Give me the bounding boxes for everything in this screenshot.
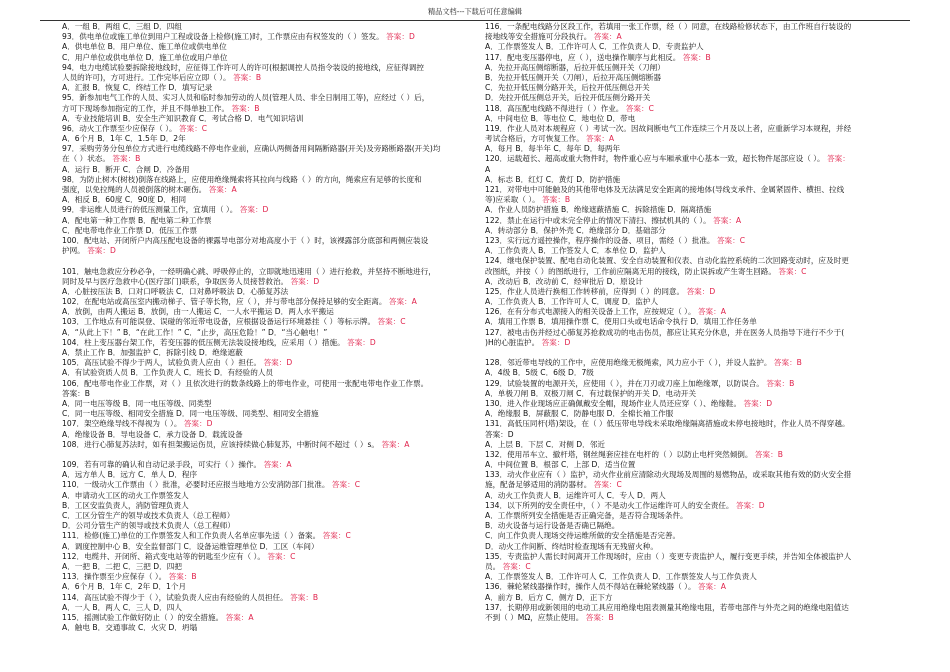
question-line	[62, 470, 498, 480]
line-text: 129．试验装置的电源开关，应使用（ ），并在刀刃或刀座上加绝缘罩，以防误合。	[485, 378, 764, 388]
line-text: 122．禁止在运行中或未完全停止的情况下清扫、擦拭机具的（ ）。	[485, 215, 711, 225]
line-text: 124．继电保护装置、配电自动化装置、安全自动装置和仪表、自动化监控系统的二次回路变动时，应及时更	[485, 256, 849, 266]
line-text: D．先拉开低压侧总开关，后拉开低压侧分路开关	[485, 93, 651, 103]
page-header: 精品文档---下载后可任意编辑	[427, 7, 523, 16]
answer-label: 答案：B	[585, 612, 614, 622]
question-line	[62, 409, 498, 419]
line-text: 107．架空绝缘导线不得视为（ ）。	[62, 419, 182, 429]
line-text: A．有试验资质人员 B．工作负责人 C．班长 D．有经验的人员	[62, 368, 274, 378]
question-line	[62, 104, 498, 114]
line-text: A．工作票所列安全措施是否正确完备，是否符合现场条件。	[485, 511, 688, 521]
answer-label: 答案：A	[697, 582, 726, 592]
line-text: 118．高压配电线路不得进行（ ）作业。	[485, 103, 624, 113]
answer-label: 答案：C	[716, 235, 746, 245]
question-line	[485, 216, 921, 226]
answer-label: 答案：B	[754, 449, 783, 459]
question-line	[485, 511, 921, 521]
line-text: A．填用工作票 B．填用操作票 C．使用口头或电话命令执行 D．填用工作任务单	[485, 317, 757, 327]
question-line	[62, 399, 498, 409]
answer-label: 答案：D	[183, 419, 213, 429]
question-line	[485, 521, 921, 531]
line-text: 105．高压试验不得少于两人，试验负责人应由（ ）担任。	[62, 358, 262, 368]
line-text: A．心脏按压法 B．口对口呼吸法 C．口对鼻呼吸法 D．心肺复苏法	[62, 286, 289, 296]
line-text: 110．一级动火工作票由（ ）批准，必要时还应报当地地方公安消防部门批准。	[62, 480, 330, 490]
answer-label: 答案：D	[743, 398, 773, 408]
line-text: C．向工作负责人现场交待运维所做的安全措施是否完善。	[485, 531, 681, 541]
question-line	[485, 83, 921, 93]
line-text: 不到（ ）MΩ，应禁止使用。	[485, 612, 584, 622]
answer-label: 答案：B	[168, 572, 197, 582]
question-line	[485, 358, 921, 368]
left-column	[62, 22, 501, 633]
line-text: A．汇报 B．恢复 C．终结工作 D．填写记录	[62, 83, 213, 93]
line-text: D．动火工作间断、终结时检查现场有无残留火种。	[485, 541, 658, 551]
line-text: A．一组 B．两组 C．三组 D．四组	[62, 22, 182, 31]
question-line	[62, 134, 498, 144]
line-text: A．申请动火工区的动火工作票签发人	[62, 490, 189, 500]
question-line	[485, 613, 921, 623]
line-text: 130．进入作业现场应正确佩戴安全帽，现场作业人员还应穿（ ）、绝缘鞋。	[485, 398, 742, 408]
question-line	[62, 613, 498, 623]
question-line	[485, 317, 921, 327]
line-text: B．工区安监负责人，消防管理负责人	[62, 500, 189, 510]
question-line	[62, 124, 498, 134]
line-text: 137．长期停用或新领用的电动工具应用绝缘电阻表测量其绝缘电阻，若带电部件与外壳之间的绝缘电阻值达	[485, 602, 849, 612]
question-line	[485, 53, 921, 63]
question-line	[485, 593, 921, 603]
right-column	[485, 22, 921, 623]
line-text: 131．高低压同杆(塔)架设，在（ ）低压带电导线未采取绝缘隔离措施或未停电接地时，作业人员不得穿越。	[485, 419, 850, 429]
line-text: A．绝缘设备 B．导电设备 C．承力设备 D．载流设备	[62, 429, 243, 439]
line-text: 121．对带电中可能触及的其他带电体及无法满足安全距离的接地体(导线支承件、金属紧固件、横担、拉线	[485, 185, 845, 194]
line-text: A．绝缘服 B．屏蔽服 C．防静电服 D．全棉长袖工作服	[485, 409, 674, 419]
question-line	[62, 277, 498, 287]
question-line	[485, 542, 921, 552]
line-text: 93．供电单位或施工单位到用户工程或设备上检修(施工)时，工作票应由有权签发的（ ）签发。	[62, 32, 384, 42]
question-line	[485, 419, 921, 429]
line-text: A．相反 B．60度 C．90度 D．相同	[62, 195, 187, 205]
line-text: A．工作票签发人 B．工作许可人 C．工作负责人 D．工作票签发人与工作负责人	[485, 572, 757, 582]
question-line	[62, 236, 498, 246]
question-line	[62, 165, 498, 175]
answer-label: 答案：B	[112, 154, 141, 164]
answer-label: 答案：C	[502, 561, 531, 571]
line-text: 96．动火工作票至少应保存（ ）。	[62, 123, 177, 133]
answer-label: 答案：D	[735, 500, 765, 510]
answer-label: 答案：C	[179, 123, 208, 133]
line-text: A．上层 B．下层 C．对侧 D．邻近	[485, 439, 605, 449]
question-line	[485, 552, 921, 562]
line-text: A．改动后 B．改动前 C．经审批后 D．原设计	[485, 276, 643, 286]
question-line	[485, 144, 921, 154]
question-line	[62, 42, 498, 52]
answer-label: 答案：C	[593, 480, 622, 490]
question-line	[485, 572, 921, 582]
question-line	[62, 114, 498, 124]
question-line	[485, 501, 921, 511]
line-text: 113．操作票至少应保存（ ）。	[62, 572, 167, 582]
question-line	[62, 216, 498, 226]
line-text: 102．在配电站或高压室内搬动梯子、管子等长物，应（ ），并与带电部分保持足够的安全距离。	[62, 297, 387, 307]
question-line	[62, 154, 498, 164]
answer-label: 答案：A	[225, 612, 254, 622]
line-text: 等)应采取（ ）。	[485, 195, 540, 205]
question-line	[62, 175, 498, 185]
answer-label: 答案：C	[778, 266, 807, 276]
line-text: 同时及早与医疗急救中心(医疗部门)联系，争取医务人员接替救治。	[62, 276, 289, 286]
question-line	[62, 593, 498, 603]
line-text: A．工作票签发人 B．工作许可人 C．工作负责人 D．专责监护人	[485, 42, 704, 52]
line-text: 答案：B	[62, 388, 90, 398]
line-text: 改图纸，并按（ ）的图纸进行，工作前应隔离无用的接线，防止误拆或产生寄生回路。	[485, 266, 776, 276]
question-line	[485, 267, 921, 277]
question-line	[485, 338, 921, 358]
line-text: 135．专责监护人需长时间离开工作现场时，应由（ ）变更专责监护人，履行变更手续，并告知全体被监护人	[485, 551, 852, 561]
line-text: 109．若有可靠的确认和自动记录手段，可实行（ ）操作。	[62, 460, 262, 470]
question-line	[62, 73, 498, 83]
line-text: A．触电 B．交通事故 C．火灾 D．坍塌	[62, 623, 198, 633]
line-text: 106．配电带电作业工作票，对（ ）且依次进行的数条线路上的带电作业，可使用一张配电带电作业工作票。	[62, 378, 429, 388]
line-text: 128．邻近带电导线的工作中，应使用绝缘无极绳索，风力应小于（ ），并设人监护。	[485, 358, 772, 368]
question-line	[62, 419, 498, 429]
line-text: 111．检修(施工)单位的工作票签发人和工作负责人名单应事先送（ ）备案。	[62, 531, 321, 541]
line-text: 133．动火作业应有（ ）监护，动火作业前应清除动火现场及周围的易燃物品，或采取其他有效的防火安全措	[485, 470, 852, 480]
question-line	[62, 430, 498, 440]
question-line	[62, 226, 498, 236]
line-text: 施，配备足够适用的消防器材。	[485, 480, 592, 490]
question-line	[485, 256, 921, 266]
question-line	[62, 297, 498, 307]
question-line	[485, 307, 921, 317]
line-text: 97．采购劳务分包单位方式进行电缆线路不停电作业前，应确认两侧备用间隔断路器(开关)及旁路断路器(开关)均	[62, 144, 441, 154]
line-text: 134．以下所列的安全责任中，（ ）不是动火工作运维许可人的安全责任。	[485, 500, 734, 510]
line-text: A．配电第一种工作票 B．配电第二种工作票	[62, 215, 212, 225]
line-text: A．运行 B．断开 C．合闸 D．冷备用	[62, 164, 190, 174]
line-text: A．一把 B．二把 C．三把 D．四把	[62, 561, 182, 571]
header-divider	[40, 20, 910, 21]
line-text: C．工区分管生产的领导或技术负责人（总工程师）	[62, 511, 235, 521]
line-text: )H的心脏监护。	[485, 337, 540, 347]
question-line	[62, 379, 498, 389]
line-text: 人员的许可)，方可进行。工作完毕后应立即（ ）。	[62, 72, 231, 82]
question-line	[62, 287, 498, 297]
question-line	[485, 195, 921, 205]
line-text: 方可下现场参加指定的工作，并且不得单独工作。	[62, 103, 230, 113]
question-line	[62, 582, 498, 592]
question-line	[485, 134, 921, 144]
answer-label: 答案：A	[697, 307, 726, 317]
line-text: 126．在有分布式电源接入的相关设备上工作，应按规定（ ）。	[485, 307, 696, 317]
answer-label: 答案：B	[682, 52, 711, 62]
question-line	[62, 603, 498, 613]
answer-label: 答案：D	[541, 337, 571, 347]
line-text: 考试合格后，方可恢复工作。	[485, 134, 584, 144]
answer-label: 答案：B	[233, 72, 262, 82]
answer-label: 答案：	[827, 154, 850, 164]
question-line	[485, 287, 921, 297]
line-text: A．禁止工作 B．加强监护 C．拆除引线 D．绝缘遮蔽	[62, 348, 243, 358]
answer-label: 答案：D	[239, 205, 269, 215]
question-line	[62, 561, 501, 572]
answer-label: 答案：C	[377, 317, 406, 327]
question-line	[62, 307, 498, 317]
line-text: A．动火工作负责人 B．运维许可人 C．专人 D．两人	[485, 490, 666, 500]
question-line	[485, 603, 921, 613]
question-line	[62, 480, 498, 490]
question-line	[485, 114, 921, 124]
question-line	[62, 542, 498, 552]
answer-label: 答案：B	[773, 358, 802, 368]
question-line	[62, 205, 498, 215]
line-text: 117．配电变压器停电，应（ ），送电操作顺序与此相反。	[485, 52, 681, 62]
question-line	[62, 83, 498, 93]
question-line	[485, 165, 921, 175]
line-text: A．转动部分 B．保护外壳 C．绝缘部分 D．基础部分	[485, 225, 666, 235]
answer-label: 答案：A	[388, 297, 417, 307]
answer-label: 答案：C	[331, 480, 361, 490]
line-text: 接地线等安全措施可分段执行。	[485, 32, 592, 42]
question-line	[485, 154, 921, 164]
line-text: 136．棘轮紧线器操作时，操作人员不得站在棘轮紧线器（ ）。	[485, 582, 696, 592]
question-line	[62, 328, 498, 338]
line-text: 125．作业人员进行换相工作转移前，应得到（ ）的同意。	[485, 286, 685, 296]
line-text: A．中间电位 B．等电位 C．地电位 D．带电	[485, 113, 636, 123]
question-line	[485, 562, 921, 572]
question-line	[62, 246, 498, 266]
answer-label: 答案：A	[586, 134, 615, 144]
question-line	[62, 460, 498, 470]
line-text: 127．被电击伤并经过心肺复苏抢救成功的电击伤员，都应让其充分休息，并在医务人员指导下进行不少于(	[485, 327, 845, 337]
question-line	[485, 389, 921, 399]
answer-label: 答案：A	[381, 439, 410, 449]
question-line	[485, 124, 921, 134]
question-line	[485, 236, 921, 246]
line-text: A．每月 B．每半年 C．每年 D．每两年	[485, 144, 621, 154]
line-text: 120．运载超长、超高或重大物件时，物件重心应与车厢承重中心基本一致，超长物件尾部应设（ ）。	[485, 154, 825, 164]
line-text: C．用户单位或供电单位 D．施工单位或用户单位	[62, 52, 228, 62]
answer-label: 答案：D	[263, 358, 293, 368]
line-text: 护网。	[62, 246, 85, 256]
line-text: A．工作负责人 B．工作签发人 C．本单位 D．监护人	[485, 246, 666, 256]
answer-label: 答案：D	[347, 337, 376, 347]
line-text: A．一人 B．两人 C．三人 D．四人	[62, 602, 182, 612]
answer-label: 答案：B	[542, 195, 571, 205]
question-line	[62, 511, 498, 521]
line-text: A．先拉开高压侧熔断器，后拉开低压侧开关（刀闸）	[485, 62, 665, 72]
line-text: C．配电带电作业工作票 D．低压工作票	[62, 225, 198, 235]
answer-label: 答案：A	[713, 215, 742, 225]
answer-label: 答案：A	[593, 32, 622, 42]
question-line	[485, 582, 921, 592]
question-line	[62, 440, 498, 460]
question-line	[62, 501, 498, 511]
question-line	[485, 440, 921, 450]
question-line	[62, 195, 498, 205]
answer-label: 答案：C	[322, 531, 351, 541]
question-line	[62, 267, 498, 277]
line-text: 119．作业人员对本规程应（ ）考试一次。因故间断电气工作连续三个月及以上者，应重新学习本规程，并经	[485, 123, 852, 133]
line-text: 员。	[485, 561, 501, 571]
line-text: 104．柱上变压器台架工作，若变压器的低压侧无法装设接地线，应采用（ ）措施。	[62, 337, 345, 347]
question-line	[485, 246, 921, 256]
question-line	[485, 22, 921, 32]
question-line	[485, 491, 921, 501]
line-text: 101．触电急救应分秒必争，一经明确心跳、呼吸停止的，立即就地迅速用（ ）进行抢救，并坚持不断地进行，	[62, 266, 436, 276]
question-line	[62, 572, 498, 582]
question-line	[62, 93, 498, 103]
question-line	[62, 185, 498, 195]
answer-label: 答案：D	[290, 276, 320, 286]
question-line	[485, 42, 921, 52]
line-text: D．公司分管生产的领导或技术负责人（总工程师）	[62, 521, 235, 531]
line-text: A．远方单人 B．远方 C．单人 D．程序	[62, 470, 198, 480]
answer-label: 答案：D	[686, 286, 716, 296]
question-line	[485, 63, 921, 73]
line-text: A．作业人员防护措施 B．绝缘遮蔽措施 C．拆除措施 D．隔离措施	[485, 205, 712, 215]
line-text: 98．为防止树木(树枝)倒落在线路上，应使用绝缘绳索将其拉向与线路（ ）的方向，绳索应有足够的长度和	[62, 174, 422, 184]
question-line	[62, 348, 498, 358]
line-text: 在（ ）状态。	[62, 154, 110, 164]
question-line	[62, 552, 498, 562]
line-text: 95．新参加电气工作的人员、实习人员和临时参加劳动的人员(管理人员、非全日制用工等)，应经过（ ）后，	[62, 93, 430, 103]
question-line	[62, 32, 498, 42]
line-text: A．单极刀闸 B．双极刀闸 C．有过载保护的开关 D．电动开关	[485, 388, 697, 398]
line-text: 100．配电站、开闭所户内高压配电设备的裸露导电部分对地高度小于（ ）时，该裸露部分底部和两侧应装设	[62, 235, 429, 245]
line-text: A．放倒，由两人搬运 B．放倒，由一人搬运 C．一人水平搬运 D．两人水平搬运	[62, 307, 334, 317]
question-line	[62, 53, 498, 63]
line-text: A．标志 B．红灯 C．黄灯 D．防护措施	[485, 174, 621, 184]
question-line	[62, 338, 498, 348]
line-text: A．4级 B．5级 C．6级 D．7级	[485, 368, 594, 378]
question-line	[485, 93, 921, 103]
line-text: B．动火设备与运行设备是否确已隔绝。	[485, 521, 620, 531]
question-line	[485, 277, 921, 287]
question-line	[62, 491, 498, 501]
question-line	[485, 368, 921, 378]
line-text: A．专业技能培训 B．安全生产知识教育 C．考试合格 D．电气知识培训	[62, 113, 304, 123]
question-line	[62, 531, 498, 541]
line-text: A．“从此上下！” B．“在此工作！” C．“止步，高压危险！” D．“当心触电！”	[62, 327, 328, 337]
question-line	[485, 32, 921, 42]
line-text: 114．高压试验不得少于（ ），试验负责人应由有经验的人员担任。	[62, 592, 288, 602]
question-line	[62, 623, 498, 633]
answer-label: 答案：A	[263, 460, 292, 470]
question-line	[62, 389, 498, 399]
line-text: B．先拉开低压侧开关（刀闸），后拉开高压侧熔断器	[485, 72, 662, 82]
answer-label: 答案：D	[87, 246, 116, 256]
answer-label: 答案：B	[231, 103, 260, 113]
question-line	[62, 144, 498, 154]
question-line	[485, 430, 921, 440]
question-line	[485, 460, 921, 470]
question-line	[485, 409, 921, 419]
line-text: A．6个月 B．1年 C．1.5年 D．2年	[62, 134, 186, 144]
line-text: A．中间位置 B．根部 C．上部 D．适当位置	[485, 460, 636, 470]
question-line	[485, 205, 921, 215]
question-line	[485, 450, 921, 460]
line-text: C．先拉开低压侧分路开关，后拉开低压侧总开关	[485, 83, 650, 93]
line-text: C．同一电压等级、相同安全措施 D．同一电压等级、同类型、相同安全措施	[62, 409, 319, 419]
answer-label: 答案：B	[290, 592, 319, 602]
line-text: 116．一条配电线路分区段工作，若填用一张工作票，经（ ）同意，在线路检修状态下，由工作班自行装设的	[485, 22, 852, 31]
question-line	[62, 317, 498, 327]
answer-label: 答案：A	[208, 185, 237, 194]
line-text: 123．实行远方遥控操作，程序操作的设备、项目，需经（ ）批准。	[485, 235, 715, 245]
line-text: 答案：D	[485, 429, 514, 439]
question-line	[485, 379, 921, 389]
answer-label: 答案：B	[766, 378, 795, 388]
line-text: A．调度控制中心 B．安全监督部门 C．设备运维管理单位 D．工区（车间）	[62, 541, 319, 551]
question-line	[485, 104, 921, 114]
line-text: 103．工作地点有可能误登、误碰的邻近带电设备，应根据设备运行环境悬挂（ ）等标示牌。	[62, 317, 376, 327]
answer-label: 答案：C	[625, 103, 654, 113]
line-text: A．同一电压等级 B．同一电压等级、同类型	[62, 398, 212, 408]
line-text: 强度，以免拉绳的人员被倒落的树木砸伤。	[62, 185, 207, 194]
question-line	[485, 480, 921, 490]
question-line	[485, 399, 921, 409]
line-text: A	[485, 164, 491, 174]
answer-label: 答案：C	[267, 551, 296, 561]
line-text: 112．电缆井、开闭所、箱式变电站等的钥匙至少应有（ ）。	[62, 551, 265, 561]
line-text: 99．非运维人员进行的低压测量工作，宜填用（ ）。	[62, 205, 238, 215]
line-text: 94．电力电缆试验要拆除接地线时，应征得工作许可人的许可(根据调控人员指令装设的接地线，应征得调控	[62, 62, 424, 72]
line-text: A．前方 B．后方 C．侧方 D．正下方	[485, 592, 613, 602]
question-line	[485, 297, 921, 307]
question-line	[62, 63, 498, 73]
line-text: A．6个月 B．1年 C．2年 D．1个月	[62, 582, 187, 592]
question-line	[62, 521, 498, 531]
question-line	[485, 470, 921, 480]
answer-label: 答案：D	[386, 32, 415, 42]
question-line	[485, 531, 921, 541]
question-line	[62, 22, 498, 32]
question-line	[485, 328, 921, 338]
line-text: A．供电单位 B．用户单位、施工单位或供电单位	[62, 42, 227, 52]
question-line	[485, 175, 921, 185]
line-text: 132．使用吊车立、撤杆塔，钢丝绳套应挂在电杆的（ ）以防止电杆突然倾倒。	[485, 449, 753, 459]
line-text: 115．摇测试验工作做好防止（ ）的安全措施。	[62, 612, 224, 622]
question-line	[485, 226, 921, 236]
line-text: A．工作负责人 B．工作许可人 C．调度 D．监护人	[485, 297, 659, 307]
line-text: 108．进行心肺复苏法时，如有担架搬运伤员，应该持续做心肺复苏，中断时间不超过（ ）s。	[62, 439, 380, 449]
question-line	[62, 368, 498, 378]
question-line	[485, 185, 921, 195]
question-line	[485, 73, 921, 83]
question-line	[62, 358, 498, 368]
